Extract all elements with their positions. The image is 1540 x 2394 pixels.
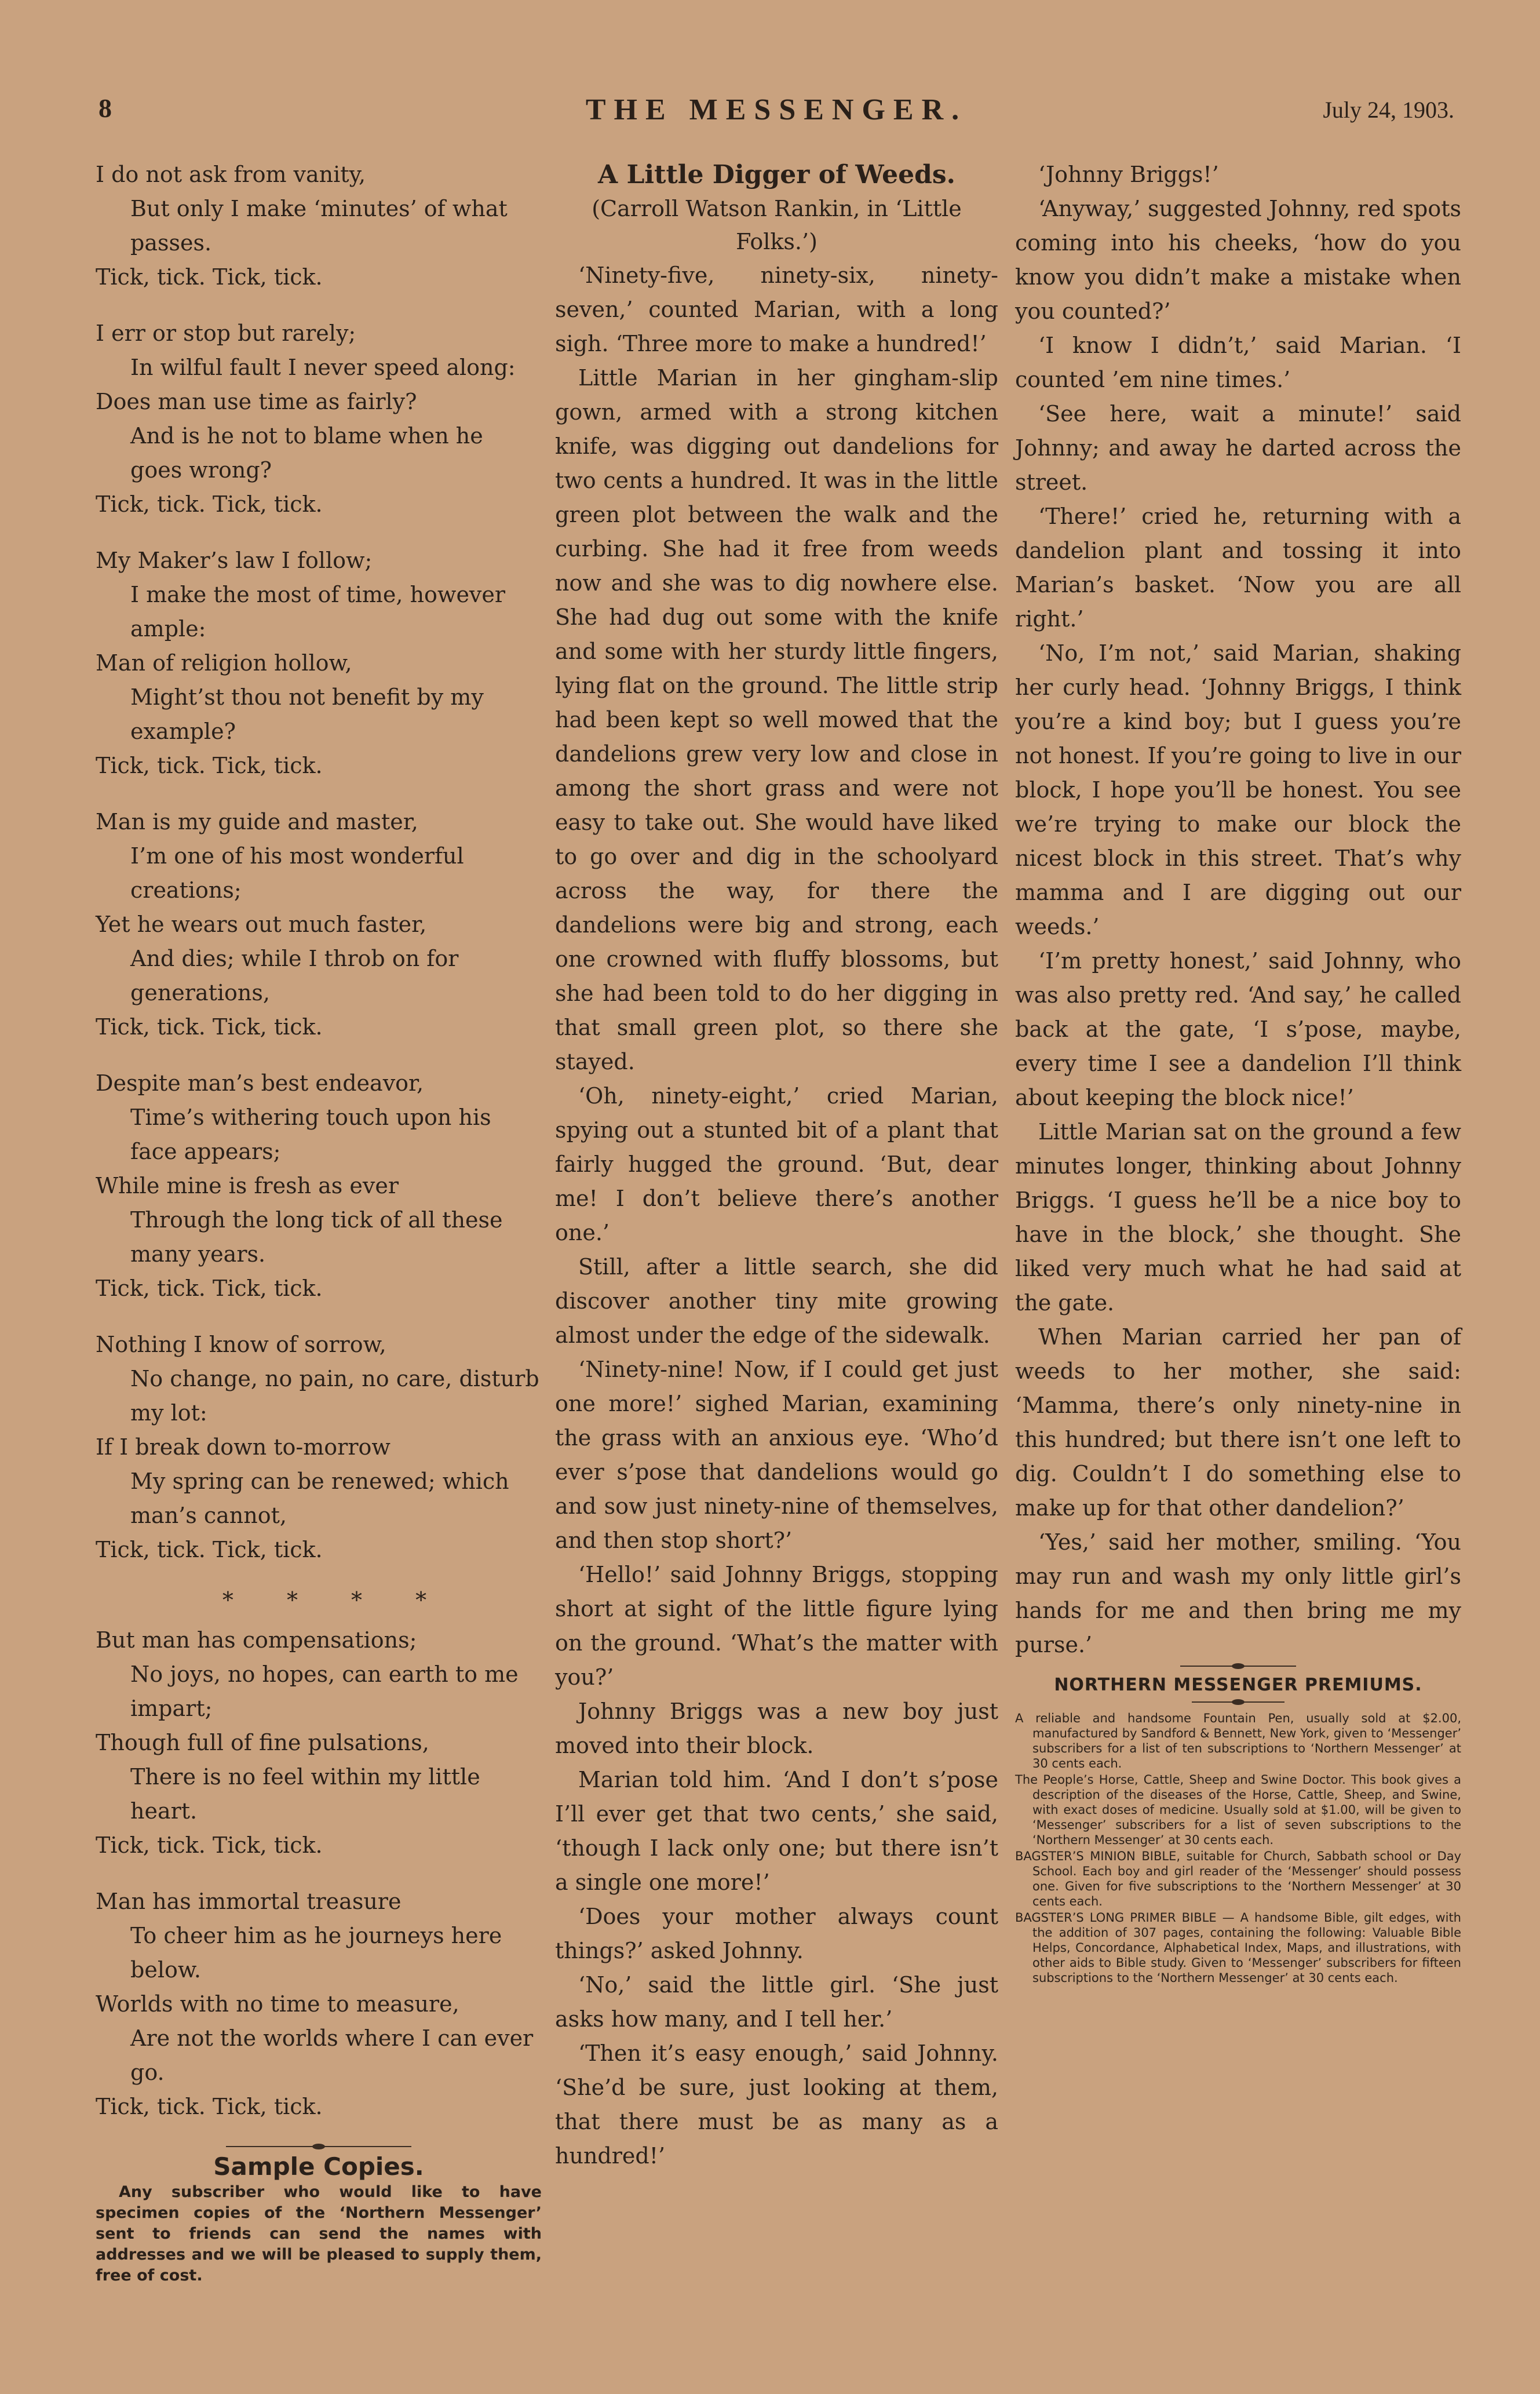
poem-line: Does man use time as fairly? <box>96 389 417 414</box>
sample-copies-body: Any subscriber who would like to have specimen copies of the ‘Northern Messenger’ sent to friends can send the names with addresses and we will be pleased to supply them, free of cost. <box>96 2183 542 2284</box>
story-paragraph: ‘Hello!’ said Johnny Briggs, stopping short at sight of the little figure lying on the ground. ‘What’s the matter with you?’ <box>555 1562 998 1690</box>
poem-line: Time’s withering touch upon his face appears; <box>130 1105 491 1164</box>
story-paragraph: ‘See here, wait a minute!’ said Johnny; and away he darted across the street. <box>1015 401 1461 495</box>
story-paragraph: Still, after a little search, she did discover another tiny mite growing almost under the edge of the sidewalk. <box>555 1254 998 1348</box>
premium-item: A reliable and handsome Fountain Pen, usually sold at $2.00, manufactured by Sandford & Bennett, New York, given to ‘Messenger’ subscribers for a list of ten subscriptions to ‘Northern Messenger’ at 30 cents each. <box>1015 1711 1461 1770</box>
poem-line: Tick, tick. Tick, tick. <box>96 753 323 778</box>
poem-line: No change, no pain, no care, disturb my lot: <box>130 1366 539 1426</box>
poem-line: Man has immortal treasure <box>96 1889 402 1914</box>
story-body <box>555 258 998 2173</box>
column-story-1 <box>555 158 998 2173</box>
poem-stanza <box>96 316 542 522</box>
poem-line: Tick, tick. Tick, tick. <box>96 2094 323 2119</box>
story-title: A Little Digger of Weeds. <box>598 160 955 190</box>
poem-line: I do not ask from vanity, <box>96 162 366 187</box>
poem-line: Tick, tick. Tick, tick. <box>96 1832 323 1858</box>
premium-item: BAGSTER’S LONG PRIMER BIBLE — A handsome Bible, gilt edges, with the addition of 307 pages, containing the following: Valuable Bible Helps, Concordance, Alphabetical Index, Maps, and illustrations, with other aids to Bible study. Given to ‘Messenger’ subscribers for fifteen subscriptions to the ‘Northern Messenger’ at 30 cents each. <box>1015 1911 1461 1985</box>
poem-line: Yet he wears out much faster, <box>96 912 427 937</box>
story-paragraph: ‘Johnny Briggs!’ <box>1038 162 1219 187</box>
poem-line: There is no feel within my little heart. <box>130 1764 480 1824</box>
poem-line: To cheer him as he journeys here below. <box>130 1923 502 1983</box>
poem <box>96 158 542 1567</box>
poem-line: Despite man’s best endeavor, <box>96 1070 424 1096</box>
poem-line: While mine is fresh as ever <box>96 1173 399 1198</box>
poem-line: My Maker’s law I follow; <box>96 548 373 573</box>
story-paragraph: ‘No, I’m not,’ said Marian, shaking her curly head. ‘Johnny Briggs, I think you’re a kind boy; but I guess you’re not honest. If you’re going to live in our block, I hope you’ll be honest. You see we’re trying to make our block the nicest block in this street. That’s why mamma and I are digging out our weeds.’ <box>1015 640 1461 939</box>
poem-line: I err or stop but rarely; <box>96 320 356 346</box>
poem-stanza <box>96 1066 542 1306</box>
poem-stanza <box>96 544 542 783</box>
story-paragraph: ‘I know I didn’t,’ said Marian. ‘I counted ’em nine times.’ <box>1015 333 1461 392</box>
premiums-title: NORTHERN MESSENGER PREMIUMS. <box>1054 1675 1422 1695</box>
story-paragraph: ‘There!’ cried he, returning with a dandelion plant and tossing it into Marian’s basket. ‘Now you are all right.’ <box>1015 504 1461 632</box>
poem-line: Tick, tick. Tick, tick. <box>96 491 323 517</box>
poem-stanza <box>96 1885 542 2124</box>
poem-line: No joys, no hopes, can earth to me impart; <box>130 1661 519 1721</box>
poem-line: And dies; while I throb on for generations, <box>130 946 459 1005</box>
poem-stanza <box>96 1623 542 1863</box>
poem-stanza <box>96 1328 542 1567</box>
poem-continued <box>96 1623 542 2124</box>
poem-line: But only I make ‘minutes’ of what passes. <box>130 196 508 256</box>
poem-stanza <box>96 805 542 1044</box>
story-paragraph: ‘Ninety-five, ninety-six, ninety-seven,’ counted Marian, with a long sigh. ‘Three more to make a hundred!’ <box>555 263 998 356</box>
premiums-list <box>1015 1711 1461 1985</box>
poem-line: Through the long tick of all these many years. <box>130 1207 503 1267</box>
story-paragraph: Little Marian sat on the ground a few minutes longer, thinking about Johnny Briggs. ‘I guess he’ll be a nice boy to have in the block,’ she thought. She liked very much what he had said at the gate. <box>1015 1119 1461 1316</box>
story-paragraph: ‘I’m pretty honest,’ said Johnny, who was also pretty red. ‘And say,’ he called back at the gate, ‘I s’pose, maybe, every time I see a dandelion I’ll think about keeping the block nice!’ <box>1015 948 1461 1110</box>
story-paragraph: ‘Ninety-nine! Now, if I could get just one more!’ sighed Marian, examining the grass with an anxious eye. ‘Who’d ever s’pose that dandelions would go and sow just ninety-nine of themselves, and then stop short?’ <box>555 1357 998 1553</box>
poem-line: Tick, tick. Tick, tick. <box>96 1537 323 1562</box>
premium-item: BAGSTER’S MINION BIBLE, suitable for Church, Sabbath school or Day School. Each boy and girl reader of the ‘Messenger’ should possess one. Given for five subscriptions to the ‘Northern Messenger’ at 30 cents each. <box>1015 1849 1461 1908</box>
story-paragraph: ‘Then it’s easy enough,’ said Johnny. ‘She’d be sure, just looking at them, that there must be as many as a hundred!’ <box>555 2040 998 2169</box>
poem-line: Man of religion hollow, <box>96 650 352 676</box>
issue-date: July 24, 1903. <box>1323 97 1454 123</box>
divider <box>1180 1666 1296 1667</box>
divider <box>226 2146 411 2147</box>
story-paragraph: ‘Anyway,’ suggested Johnny, red spots coming into his cheeks, ‘how do you know you didn’t make a mistake when you counted?’ <box>1015 196 1461 324</box>
poem-line: Though full of fine pulsations, <box>96 1730 429 1755</box>
masthead-title: THE MESSENGER. <box>585 93 968 126</box>
poem-line: But man has compensations; <box>96 1627 417 1653</box>
section-stars: * * * * <box>222 1587 450 1613</box>
poem-line: Tick, tick. Tick, tick. <box>96 1014 323 1040</box>
page-number: 8 <box>98 93 112 123</box>
story-paragraph: Johnny Briggs was a new boy just moved into their block. <box>555 1699 998 1758</box>
poem-line: Tick, tick. Tick, tick. <box>96 1276 323 1301</box>
poem-line: Might’st thou not benefit by my example? <box>130 684 484 744</box>
story-body-continued <box>1015 158 1461 1662</box>
divider <box>1192 1701 1284 1703</box>
column-poem <box>96 158 542 2286</box>
story-paragraph: ‘Oh, ninety-eight,’ cried Marian, spying out a stunted bit of a plant that fairly hugged the ground. ‘But, dear me! I don’t believe there’s another one.’ <box>555 1083 998 1245</box>
story-paragraph: ‘Yes,’ said her mother, smiling. ‘You may run and wash my only little girl’s hands for me and then bring me my purse.’ <box>1015 1529 1461 1657</box>
poem-line: Man is my guide and master, <box>96 809 418 835</box>
poem-stanza <box>96 158 542 294</box>
story-paragraph: Little Marian in her gingham-slip gown, armed with a strong kitchen knife, was digging out dandelions for two cents a hundred. It was in the little green plot between the walk and the curbing. She had it free from weeds now and she was to dig nowhere else. She had dug out some with the knife and some with her sturdy little fingers, lying flat on the ground. The little strip had been kept so well mowed that the dandelions grew very low and close in among the short grass and were not easy to take out. She would have liked to go over and dig in the schoolyard across the way, for there the dandelions were big and strong, each one crowned with fluffy blossoms, but she had been told to do her digging in that small green plot, so there she stayed. <box>555 365 998 1074</box>
poem-line: Worlds with no time to measure, <box>96 1991 459 2017</box>
sample-copies-title: Sample Copies. <box>213 2152 424 2181</box>
story-paragraph: When Marian carried her pan of weeds to her mother, she said: ‘Mamma, there’s only ninety-nine in this hundred; but there isn’t one left to dig. Couldn’t I do something else to make up for that other dandelion?’ <box>1015 1324 1461 1521</box>
poem-line: Nothing I know of sorrow, <box>96 1332 386 1357</box>
poem-line: I’m one of his most wonderful creations; <box>130 843 464 903</box>
poem-line: And is he not to blame when he goes wrong? <box>130 423 483 483</box>
story-paragraph: ‘No,’ said the little girl. ‘She just asks how many, and I tell her.’ <box>555 1972 998 2032</box>
poem-line: My spring can be renewed; which man’s cannot, <box>130 1469 509 1528</box>
story-byline: (Carroll Watson Rankin, in ‘Little Folks.’) <box>592 196 962 254</box>
poem-line: If I break down to-morrow <box>96 1434 391 1460</box>
poem-line: Are not the worlds where I can ever go. <box>130 2025 534 2085</box>
premium-item: The People’s Horse, Cattle, Sheep and Swine Doctor. This book gives a description of the diseases of the Horse, Cattle, Sheep, and Swine, with exact doses of medicine. Usually sold at $1.00, will be given to ‘Messenger’ subscribers for a list of seven subscriptions to the ‘Northern Messenger’ at 30 cents each. <box>1015 1773 1461 1847</box>
poem-line: In wilful fault I never speed along: <box>130 355 516 380</box>
page-header <box>98 93 1454 133</box>
poem-line: Tick, tick. Tick, tick. <box>96 264 323 290</box>
poem-line: I make the most of time, however ample: <box>130 582 506 642</box>
story-paragraph: Marian told him. ‘And I don’t s’pose I’ll ever get that two cents,’ she said, ‘though I lack only one; but there isn’t a single one more!’ <box>555 1767 998 1895</box>
story-paragraph: ‘Does your mother always count things?’ asked Johnny. <box>555 1904 998 1963</box>
column-story-2 <box>1015 158 1461 1987</box>
